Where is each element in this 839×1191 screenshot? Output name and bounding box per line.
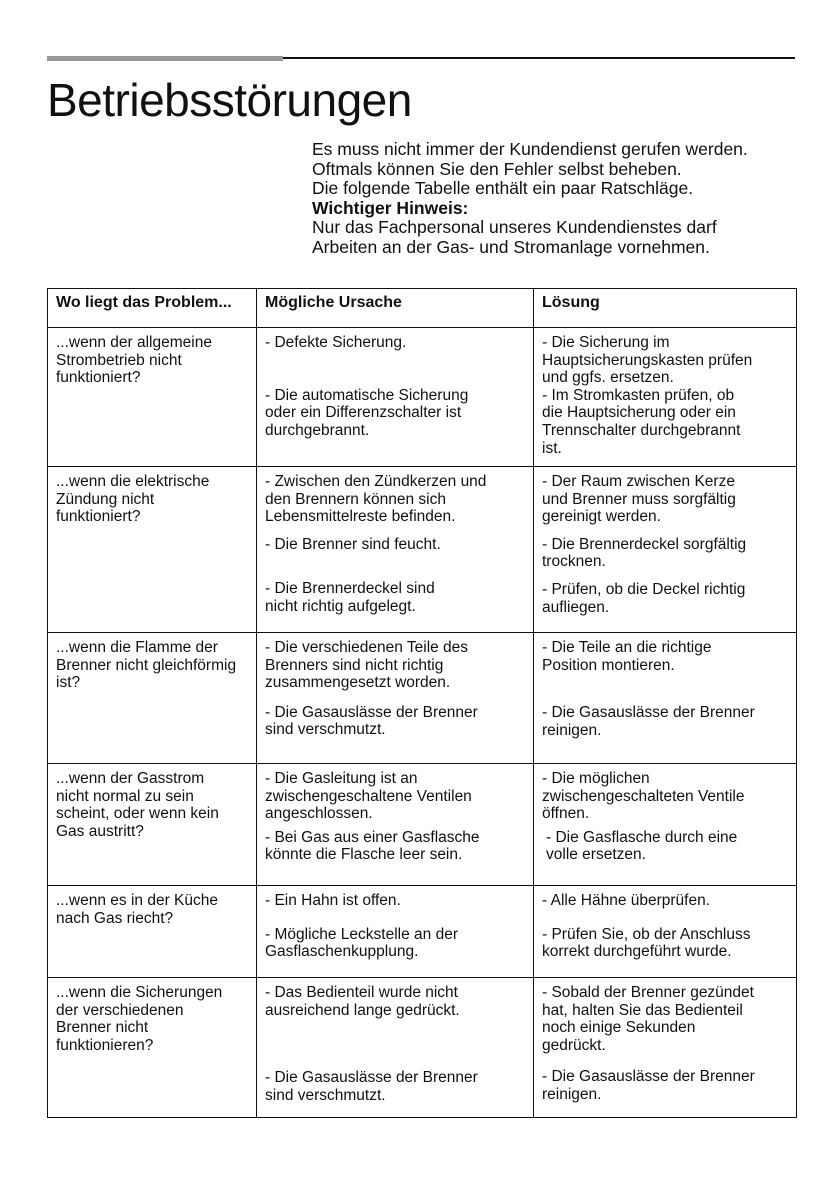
cause-text: - Die Brenner sind feucht. xyxy=(265,535,441,553)
page-title: Betriebsstörungen xyxy=(47,74,412,126)
problem-cell xyxy=(48,328,257,467)
cause-cell xyxy=(257,886,534,978)
table-row xyxy=(48,633,797,764)
cause-cell xyxy=(257,467,534,633)
solution-cell xyxy=(534,633,797,764)
cause-text: - Die Brennerdeckel sind nicht richtig aufgelegt. xyxy=(265,580,435,615)
header-solution: Lösung xyxy=(534,289,797,328)
problem-cell xyxy=(48,467,257,633)
solution-text: - Im Stromkasten prüfen, ob die Hauptsicherung oder ein Trennschalter durchgebrannt ist. xyxy=(542,386,741,457)
problem-cell xyxy=(48,633,257,764)
problem-text: ...wenn der allgemeine Strombetrieb nicht funktioniert? xyxy=(56,334,212,387)
table-row xyxy=(48,978,797,1118)
cause-text: - Die Gasleitung ist an zwischengeschaltene Ventilen angeschlossen. xyxy=(265,770,472,823)
solution-cell xyxy=(534,978,797,1118)
cause-text: - Zwischen den Zündkerzen und den Brennern können sich Lebensmittelreste befinden. xyxy=(265,473,487,526)
cause-text: - Die Gasauslässe der Brenner sind verschmutzt. xyxy=(265,1069,478,1104)
solution-cell xyxy=(534,328,797,467)
problem-cell xyxy=(48,764,257,886)
solution-text: - Die Brennerdeckel sorgfältig trocknen. xyxy=(542,535,747,571)
intro-line: Oftmals können Sie den Fehler selbst beheben. xyxy=(312,158,682,179)
header-problem: Wo liegt das Problem... xyxy=(48,289,257,328)
important-note-heading: Wichtiger Hinweis: xyxy=(312,197,469,218)
troubleshooting-table xyxy=(47,288,797,1118)
intro-line: Es muss nicht immer der Kundendienst gerufen werden. xyxy=(312,139,748,159)
cause-text: - Ein Hahn ist offen. xyxy=(265,892,401,909)
cause-text: - Die Gasauslässe der Brenner sind verschmutzt. xyxy=(265,703,478,739)
problem-cell xyxy=(48,886,257,978)
problem-text: ...wenn die Flamme der Brenner nicht gleichförmig ist? xyxy=(56,639,237,692)
solution-text: - Die Teile an die richtige Position montieren. xyxy=(542,639,712,674)
solution-text: - Alle Hähne überprüfen. xyxy=(542,892,711,909)
problem-text: ...wenn die elektrische Zündung nicht funktioniert? xyxy=(56,473,210,526)
table-row xyxy=(48,886,797,978)
solution-text: - Die Gasflasche durch eine volle ersetzen. xyxy=(546,828,738,864)
solution-text: - Die Gasauslässe der Brenner reinigen. xyxy=(542,1068,755,1103)
cause-text: - Bei Gas aus einer Gasflasche könnte die Flasche leer sein. xyxy=(265,828,480,864)
cause-text: - Die verschiedenen Teile des Brenners sind nicht richtig zusammengesetzt worden. xyxy=(265,639,469,692)
intro-line: Nur das Fachpersonal unseres Kundendienstes darf xyxy=(312,217,717,238)
cause-text: - Defekte Sicherung. xyxy=(265,334,407,351)
cause-cell xyxy=(257,978,534,1118)
table-row xyxy=(48,467,797,633)
intro-line: Arbeiten an der Gas- und Stromanlage vornehmen. xyxy=(312,236,710,257)
solution-text: - Sobald der Brenner gezündet hat, halten Sie das Bedienteil noch einige Sekunden gedrückt. xyxy=(542,984,754,1054)
table-row xyxy=(48,764,797,886)
top-rule-accent xyxy=(47,56,283,61)
solution-text: - Die Sicherung im Hauptsicherungskasten prüfen und ggfs. ersetzen. xyxy=(542,334,753,387)
cause-text: - Mögliche Leckstelle an der Gasflaschenkupplung. xyxy=(265,925,458,961)
solution-text: - Die möglichen zwischengeschalteten Ventile öffnen. xyxy=(542,770,745,823)
cause-text: - Die automatische Sicherung oder ein Differenzschalter ist durchgebrannt. xyxy=(265,386,469,439)
solution-cell xyxy=(534,764,797,886)
solution-cell xyxy=(534,467,797,633)
solution-text: - Prüfen, ob die Deckel richtig aufliegen. xyxy=(542,580,746,616)
table-header-row xyxy=(48,289,797,328)
problem-cell xyxy=(48,978,257,1118)
cause-cell xyxy=(257,633,534,764)
solution-text: - Die Gasauslässe der Brenner reinigen. xyxy=(542,704,755,739)
intro-text xyxy=(312,140,812,258)
cause-text: - Das Bedienteil wurde nicht ausreichend lange gedrückt. xyxy=(265,984,460,1019)
table-row xyxy=(48,328,797,467)
cause-cell xyxy=(257,764,534,886)
solution-text: - Der Raum zwischen Kerze und Brenner muss sorgfältig gereinigt werden. xyxy=(542,473,736,526)
header-cause: Mögliche Ursache xyxy=(257,289,534,328)
problem-text: ...wenn die Sicherungen der verschiedenen Brenner nicht funktionieren? xyxy=(56,984,223,1054)
intro-line: Die folgende Tabelle enthält ein paar Ratschläge. xyxy=(312,178,694,199)
solution-text: - Prüfen Sie, ob der Anschluss korrekt durchgeführt wurde. xyxy=(542,925,751,961)
problem-text: ...wenn der Gasstrom nicht normal zu sein scheint, oder wenn kein Gas austritt? xyxy=(56,770,219,840)
problem-text: ...wenn es in der Küche nach Gas riecht? xyxy=(56,892,218,927)
solution-cell xyxy=(534,886,797,978)
cause-cell xyxy=(257,328,534,467)
